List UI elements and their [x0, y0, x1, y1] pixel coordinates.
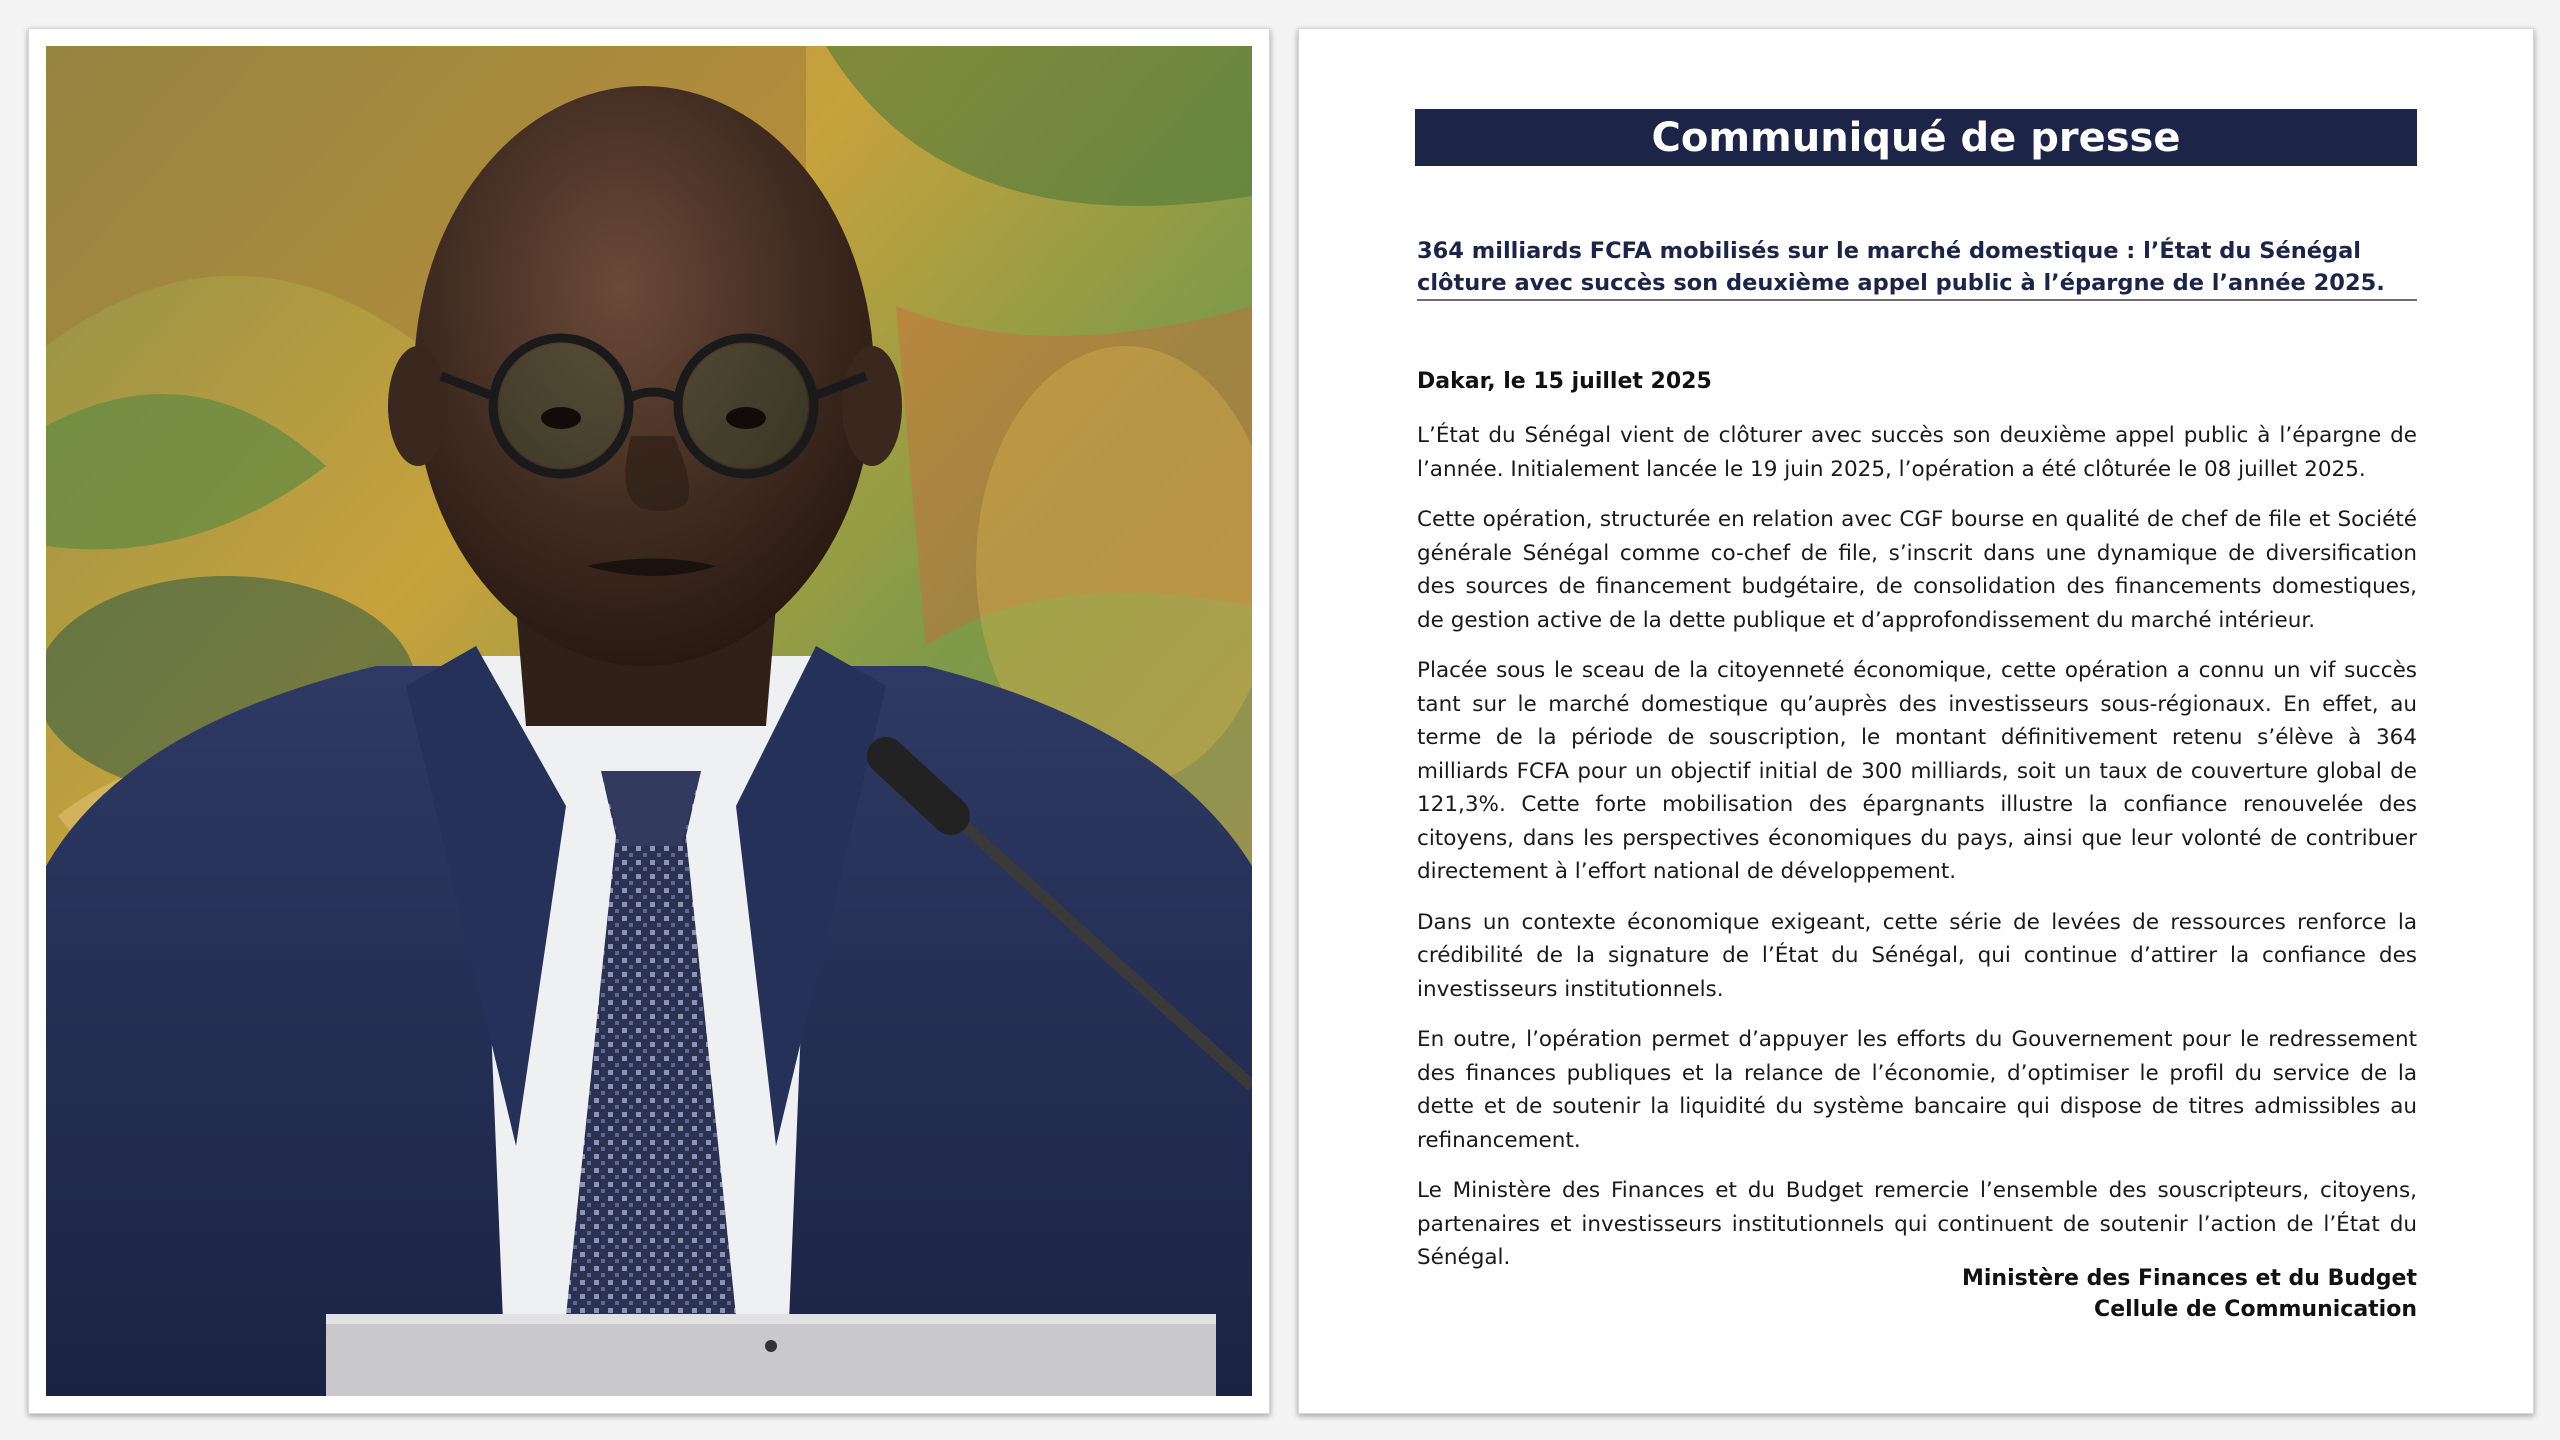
body-paragraph: L’État du Sénégal vient de clôturer avec succès son deuxième appel public à l’épargne de l’année. Initialement lancée le 19 juin 2025, l’opération a été clôturée le 08 juillet 2025.: [1417, 423, 2417, 482]
press-release-card: [1298, 28, 2534, 1414]
photo-card: [28, 28, 1270, 1414]
signature-block: [1962, 1263, 2417, 1325]
body-paragraph: Dans un contexte économique exigeant, cette série de levées de ressources renforce la crédibilité de la signature de l’État du Sénégal, qui continue d’attirer la confiance des investisseurs institutionnels.: [1417, 909, 2417, 1002]
document-headline: 364 milliards FCFA mobilisés sur le marché domestique : l’État du Sénégal clôture avec succès son deuxième appel public à l’épargne de l’année 2025.: [1417, 238, 2385, 296]
body-paragraph: En outre, l’opération permet d’appuyer les efforts du Gouvernement pour le redressement des finances publiques et la relance de l’économie, d’optimiser le profil du service de la dette et de soutenir la liquidité du système bancaire qui dispose de titres admissibles au refinancement.: [1417, 1027, 2417, 1153]
signature-unit: Cellule de Communication: [2094, 1297, 2417, 1322]
body-paragraph: Le Ministère des Finances et du Budget remercie l’ensemble des souscripteurs, citoyens, partenaires et investisseurs institutionnels qui continuent de soutenir l’action de l’État du Sénégal.: [1417, 1178, 2417, 1270]
document-title: Communiqué de presse: [1415, 109, 2417, 166]
body-paragraph: Cette opération, structurée en relation avec CGF bourse en qualité de chef de file et Société générale Sénégal comme co-chef de file, s’inscrit dans une dynamique de diversification des sources de financement budgétaire, de consolidation des financements domestiques, de gestion active de la dette publique et d’approfondissement du marché intérieur.: [1417, 507, 2417, 633]
document-body: [1417, 419, 2417, 1292]
body-paragraph: Placée sous le sceau de la citoyenneté économique, cette opération a connu un vif succès tant sur le marché domestique qu’auprès des investisseurs sous-régionaux. En effet, au terme de la période de souscription, le montant définitivement retenu s’élève à 364 milliards FCFA pour un objectif initial de 300 milliards, soit un taux de couverture global de 121,3%. Cette forte mobilisation des épargnants illustre la confiance renouvelée des citoyens, dans les perspectives économiques du pays, ainsi que leur volonté de contribuer directement à l’effort national de développement.: [1417, 658, 2417, 884]
dateline: Dakar, le 15 juillet 2025: [1417, 369, 1712, 394]
headline-divider: [1417, 299, 2417, 301]
signature-ministry: Ministère des Finances et du Budget: [1961, 1266, 2417, 1291]
portrait-photo: [46, 46, 1252, 1396]
portrait-illustration: [46, 46, 1252, 1396]
